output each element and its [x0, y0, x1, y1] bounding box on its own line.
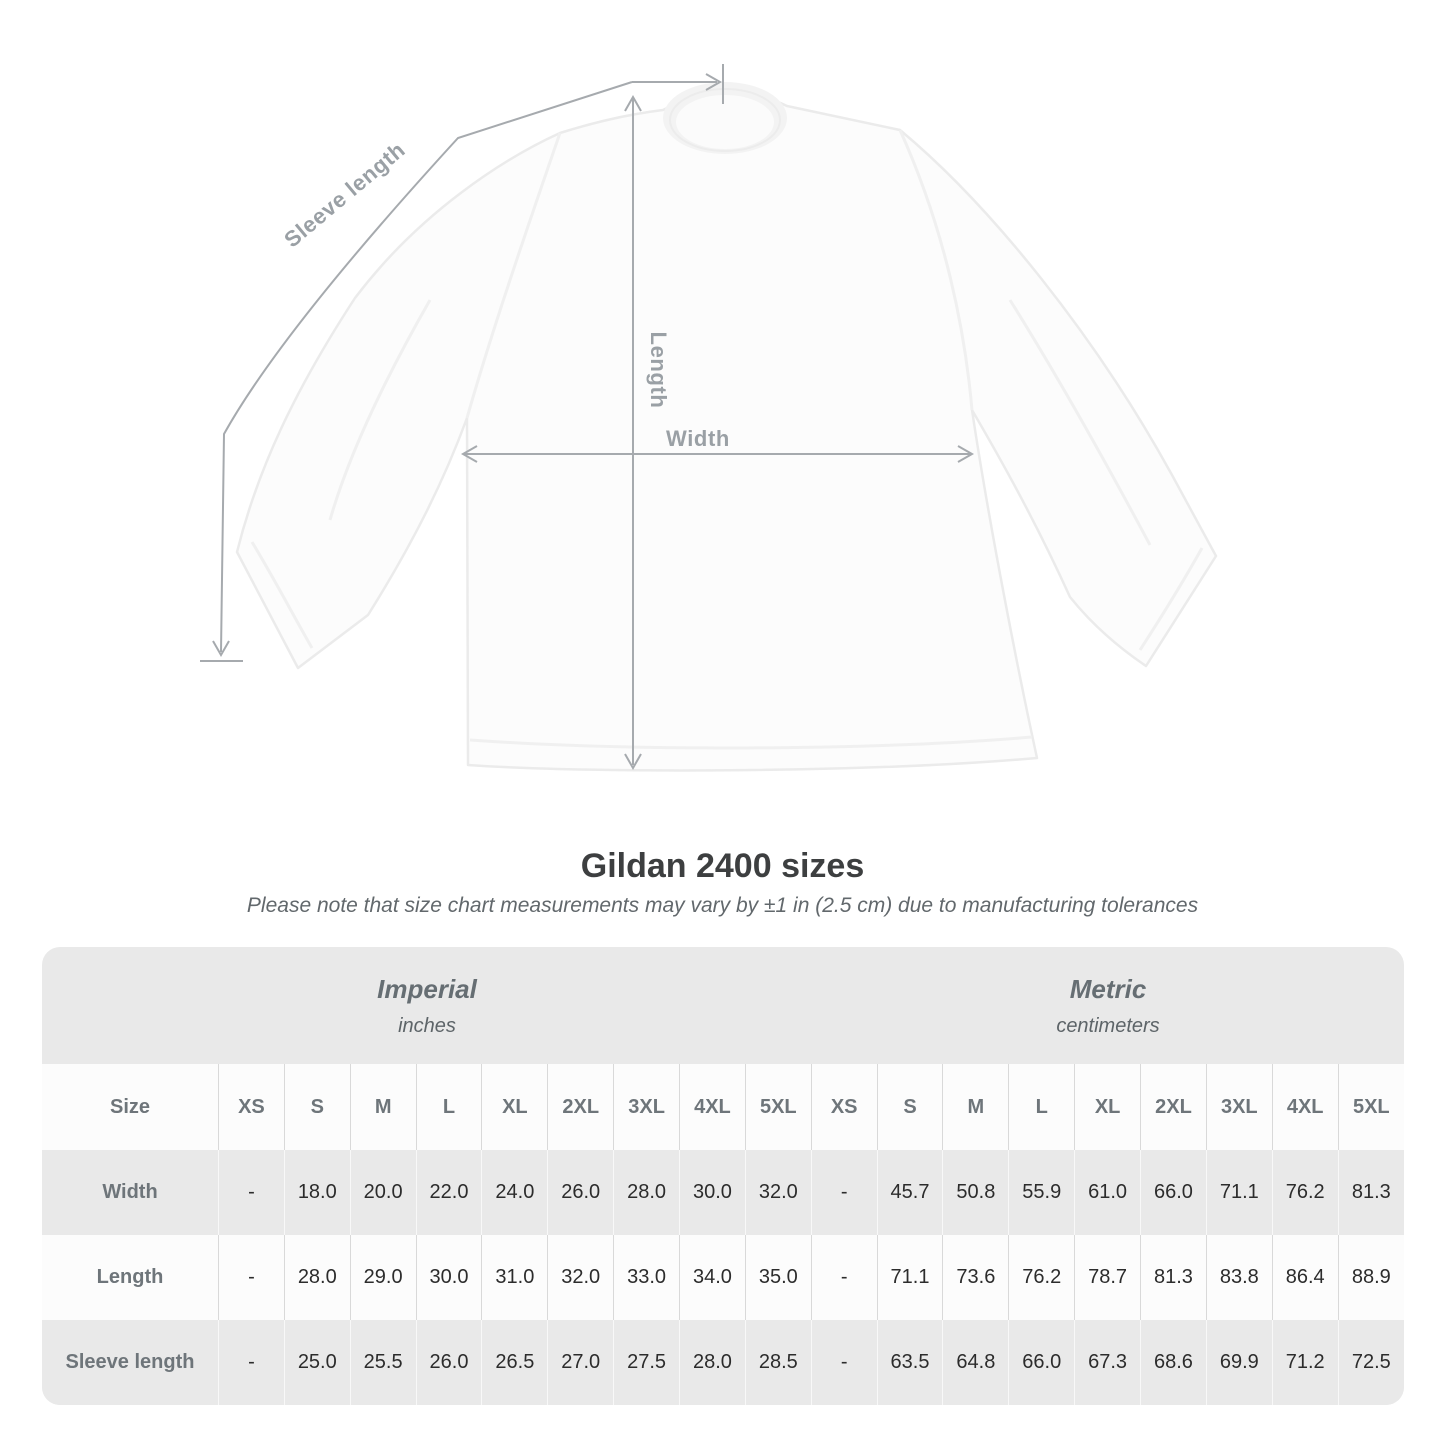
value-cell: 72.5	[1338, 1320, 1404, 1405]
row-label: Sleeve length	[42, 1320, 219, 1405]
value-cell: 30.0	[680, 1150, 746, 1235]
value-cell: 20.0	[350, 1150, 416, 1235]
value-cell: -	[811, 1320, 877, 1405]
value-cell: 18.0	[284, 1150, 350, 1235]
value-cell: -	[219, 1320, 285, 1405]
width-label: Width	[666, 426, 730, 451]
value-cell: 88.9	[1338, 1235, 1404, 1320]
size-header-cell: 2XL	[1141, 1064, 1207, 1150]
value-cell: -	[219, 1235, 285, 1320]
value-cell: 22.0	[416, 1150, 482, 1235]
value-cell: 76.2	[1272, 1150, 1338, 1235]
imperial-unit: inches	[398, 1014, 456, 1037]
value-cell: 26.5	[482, 1320, 548, 1405]
size-header-cell: M	[943, 1064, 1009, 1150]
value-cell: 30.0	[416, 1235, 482, 1320]
value-cell: 86.4	[1272, 1235, 1338, 1320]
value-cell: 71.1	[1206, 1150, 1272, 1235]
value-cell: 76.2	[1009, 1235, 1075, 1320]
value-cell: 28.0	[614, 1150, 680, 1235]
value-cell: 45.7	[877, 1150, 943, 1235]
value-cell: 27.0	[548, 1320, 614, 1405]
imperial-group-header	[42, 947, 812, 1064]
size-header-cell: XS	[219, 1064, 285, 1150]
measurement-row	[42, 1150, 1404, 1235]
value-cell: 25.5	[350, 1320, 416, 1405]
size-header-row	[42, 1064, 1404, 1150]
value-cell: 71.2	[1272, 1320, 1338, 1405]
collar-opening	[676, 95, 774, 149]
size-header-cell: M	[350, 1064, 416, 1150]
value-cell: -	[811, 1150, 877, 1235]
value-cell: 71.1	[877, 1235, 943, 1320]
value-cell: 25.0	[284, 1320, 350, 1405]
size-header-cell: XL	[482, 1064, 548, 1150]
measurements-table	[42, 1064, 1404, 1405]
size-chart-table	[42, 947, 1404, 1405]
value-cell: 81.3	[1141, 1235, 1207, 1320]
value-cell: 26.0	[416, 1320, 482, 1405]
size-col-header: Size	[42, 1064, 219, 1150]
size-header-cell: XL	[1075, 1064, 1141, 1150]
value-cell: 31.0	[482, 1235, 548, 1320]
length-label: Length	[646, 331, 671, 409]
value-cell: 67.3	[1075, 1320, 1141, 1405]
page-title: Gildan 2400 sizes	[580, 847, 865, 885]
value-cell: 34.0	[680, 1235, 746, 1320]
value-cell: 81.3	[1338, 1150, 1404, 1235]
metric-title: Metric	[1069, 973, 1147, 1004]
value-cell: 78.7	[1075, 1235, 1141, 1320]
value-cell: 64.8	[943, 1320, 1009, 1405]
metric-unit: centimeters	[1056, 1014, 1160, 1037]
value-cell: 29.0	[350, 1235, 416, 1320]
value-cell: 26.0	[548, 1150, 614, 1235]
size-header-cell: 5XL	[745, 1064, 811, 1150]
size-header-cell: 4XL	[1272, 1064, 1338, 1150]
value-cell: 83.8	[1206, 1235, 1272, 1320]
metric-group-header	[812, 947, 1404, 1064]
value-cell: 69.9	[1206, 1320, 1272, 1405]
size-header-cell: 3XL	[614, 1064, 680, 1150]
value-cell: 61.0	[1075, 1150, 1141, 1235]
units-header-row	[42, 947, 1404, 1064]
value-cell: 63.5	[877, 1320, 943, 1405]
size-header-cell: 4XL	[680, 1064, 746, 1150]
row-label: Width	[42, 1150, 219, 1235]
value-cell: -	[811, 1235, 877, 1320]
value-cell: 66.0	[1009, 1320, 1075, 1405]
value-cell: 28.5	[745, 1320, 811, 1405]
size-table-body	[42, 1064, 1404, 1405]
value-cell: 55.9	[1009, 1150, 1075, 1235]
subtitle: Please note that size chart measurements may vary by ±1 in (2.5 cm) due to manufacturing tolerances	[246, 894, 1199, 917]
size-header-cell: L	[416, 1064, 482, 1150]
value-cell: -	[219, 1150, 285, 1235]
value-cell: 35.0	[745, 1235, 811, 1320]
value-cell: 32.0	[548, 1235, 614, 1320]
value-cell: 32.0	[745, 1150, 811, 1235]
size-header-cell: S	[877, 1064, 943, 1150]
value-cell: 27.5	[614, 1320, 680, 1405]
size-header-cell: S	[284, 1064, 350, 1150]
value-cell: 28.0	[680, 1320, 746, 1405]
value-cell: 66.0	[1141, 1150, 1207, 1235]
caption	[0, 846, 1445, 918]
value-cell: 24.0	[482, 1150, 548, 1235]
size-header-cell: 5XL	[1338, 1064, 1404, 1150]
row-label: Length	[42, 1235, 219, 1320]
value-cell: 28.0	[284, 1235, 350, 1320]
size-header-cell: XS	[811, 1064, 877, 1150]
value-cell: 33.0	[614, 1235, 680, 1320]
value-cell: 50.8	[943, 1150, 1009, 1235]
size-header-cell: 2XL	[548, 1064, 614, 1150]
measurement-row	[42, 1320, 1404, 1405]
size-header-cell: L	[1009, 1064, 1075, 1150]
sleeve-length-label: Sleeve length	[279, 136, 411, 253]
value-cell: 73.6	[943, 1235, 1009, 1320]
size-header-cell: 3XL	[1206, 1064, 1272, 1150]
value-cell: 68.6	[1141, 1320, 1207, 1405]
imperial-title: Imperial	[377, 973, 477, 1004]
measurement-row	[42, 1235, 1404, 1320]
